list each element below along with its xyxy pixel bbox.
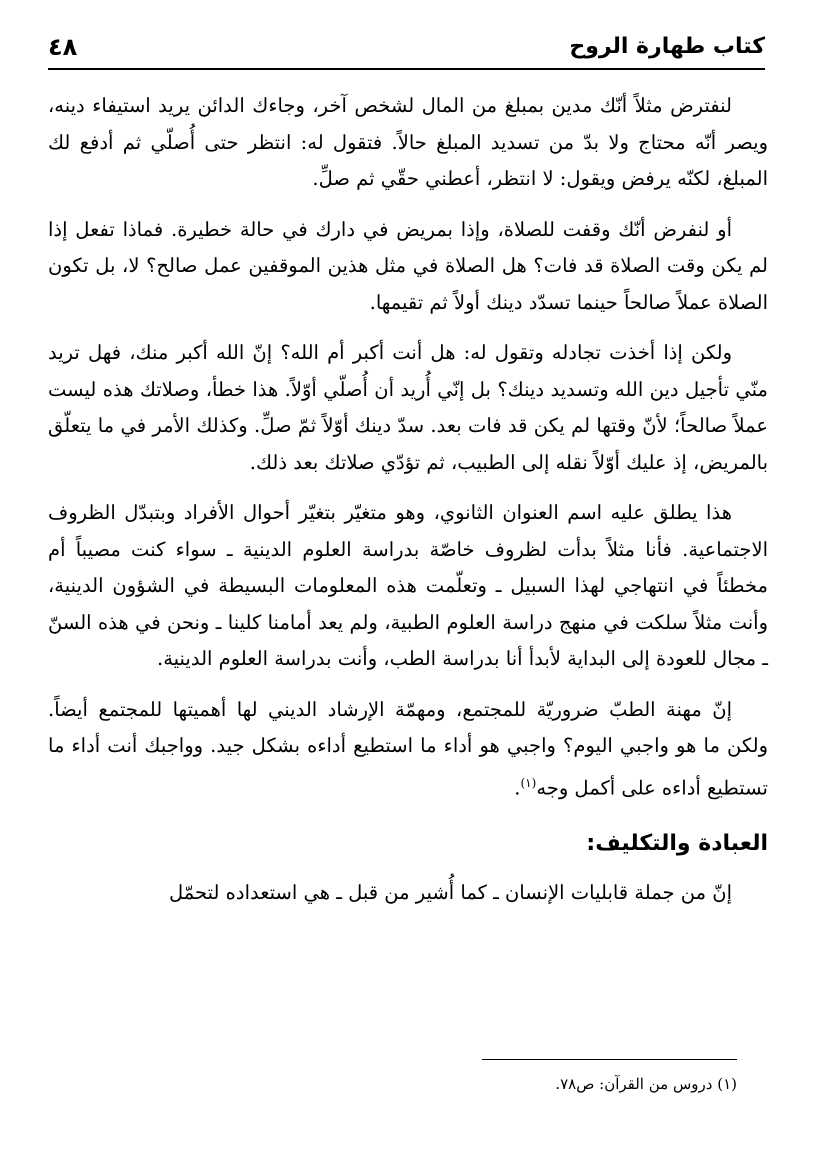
paragraph: ولكن إذا أخذت تجادله وتقول له: هل أنت أكبر أم الله؟ إنّ الله أكبر منك، فهل تريد منّي تأجيل دين الله وتسديد دينك؟ بل إنّي أُريد أن أُصلّي أوّلاً. هذا خطأ، وصلاتك هذه ليست عملاً صالحاً؛ لأنّ وقتها لم يكن قد فات بعد. سدّ دينك أوّلاً ثمّ صلِّ. وكذلك الأمر في ما يتعلّق بالمريض، إذ عليك أوّلاً نقله إلى الطبيب، ثم تؤدّي صلاتك بعد ذلك. xyxy=(48,341,768,474)
paragraph-text: إنّ مهنة الطبّ ضروريّة للمجتمع، ومهمّة الإرشاد الديني لها أهميتها للمجتمع أيضاً. ولكن ما هو واجبي اليوم؟ واجبي هو أداء ما استطيع أداءه بشكل جيد. وواجبك أنت أداء ما تستطيع أداءه على أكمل وجه xyxy=(48,697,768,799)
book-title: كتاب طهارة الروح xyxy=(569,34,765,59)
paragraph: هذا يطلق عليه اسم العنوان الثانوي، وهو متغيّر بتغيّر أحوال الأفراد وبتبدّل الظروف الاجتماعية. فأنا مثلاً بدأت لظروف خاصّة بدراسة العلوم الدينية ـ سواء كنت مصيباً أم مخطئاً في انتهاجي لهذا السبيل ـ وتعلّمت هذه المعلومات البسيطة في الشؤون الدينية، وأنت مثلاً سلكت في منهج دراسة العلوم الطبية، ولم يعد أمامنا كلينا ـ ونحن في هذه السنّ ـ مجال للعودة إلى البداية لأبدأ أنا بدراسة الطب، وأنت بدراسة العلوم الدينية. xyxy=(48,501,768,670)
section-heading: العبادة والتكليف: xyxy=(586,830,768,856)
page-header xyxy=(48,26,765,70)
paragraph: إنّ من جملة قابليات الإنسان ـ كما أُشير من قبل ـ هي استعداده لتحمّل xyxy=(169,880,732,904)
footnote-divider xyxy=(482,1059,737,1060)
footnote-reference[interactable]: (١) xyxy=(520,775,537,790)
footnote: (١) دروس من القرآن: ص٧٨. xyxy=(555,1075,737,1093)
page-number: ٤٨ xyxy=(48,33,78,61)
paragraph: لنفترض مثلاً أنّك مدين بمبلغ من المال لشخص آخر، وجاءك الدائن يريد استيفاء دينه، ويصر أنّه محتاج ولا بدّ من تسديد المبلغ حالاً. فتقول له: انتظر حتى أُصلّي ثم أدفع لك المبلغ، لكنّه يرفض ويقول: لا انتظر، أعطني حقّي ثم صلِّ. xyxy=(48,94,768,190)
body-text xyxy=(48,88,768,925)
end-punctuation: . xyxy=(514,776,521,799)
paragraph: أو لنفرض أنّك وقفت للصلاة، وإذا بمريض في دارك في حالة خطيرة. فماذا تفعل إذا لم يكن وقت الصلاة قد فات؟ هل الصلاة في مثل هذين الموقفين عمل صالح؟ لا، بل تكون الصلاة عملاً صالحاً حينما تسدّد دينك أولاً ثم تقيمها. xyxy=(48,217,768,314)
paragraph-with-footnote xyxy=(48,692,768,807)
